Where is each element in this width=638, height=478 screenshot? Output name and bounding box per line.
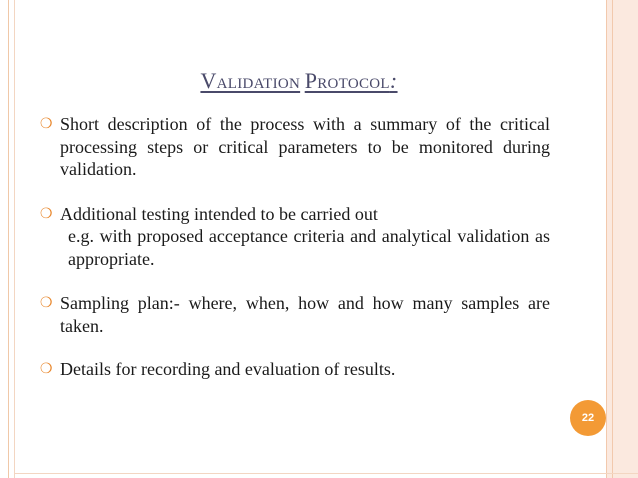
bullet-item: [40, 292, 550, 337]
bullet-marker-icon: ❍: [40, 295, 53, 311]
frame-bottom-line: [14, 473, 638, 474]
bullet-text: Details for recording and evaluation of results.: [60, 359, 396, 379]
bullet-item: [40, 203, 550, 271]
bullet-marker-icon: ❍: [40, 361, 53, 377]
bullet-text: Short description of the process with a summary of the critical processing steps or critical parameters to be monitored during validation.: [60, 114, 550, 179]
bullet-marker-icon: ❍: [40, 116, 53, 132]
title-word-protocol: Protocol: [304, 68, 390, 93]
title-word-validation: Validation: [200, 68, 301, 93]
page-number-badge: 22: [570, 400, 606, 436]
frame-right-band: [606, 0, 638, 478]
bullet-marker-icon: ❍: [40, 205, 53, 222]
bullet-item: [40, 113, 550, 181]
frame-right-line-1: [606, 0, 607, 478]
bullet-subtext: e.g. with proposed acceptance criteria and analytical validation as appropriate.: [68, 226, 550, 269]
bullet-text: Additional testing intended to be carried out: [60, 203, 378, 224]
frame-right-line-2: [612, 0, 613, 478]
title-colon: :: [389, 68, 398, 93]
bullet-text: Sampling plan:- where, when, how and how many samples are taken.: [60, 293, 550, 336]
bullet-list: [40, 113, 550, 381]
slide-title: [0, 68, 598, 94]
bullet-item: [40, 358, 550, 381]
